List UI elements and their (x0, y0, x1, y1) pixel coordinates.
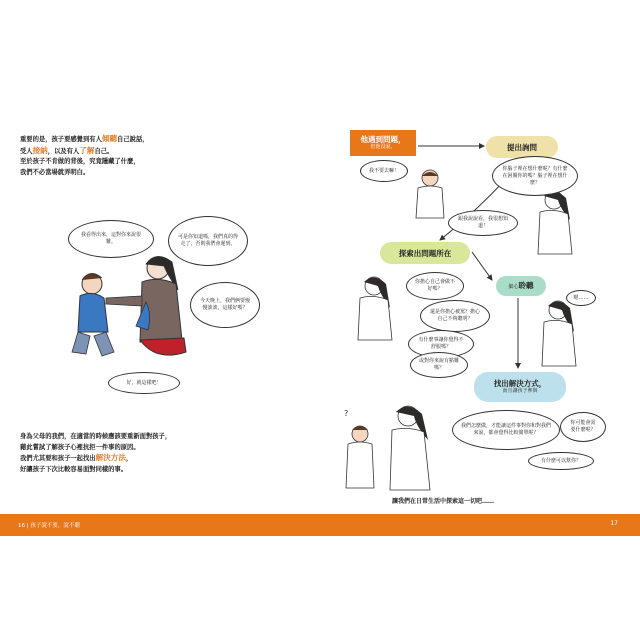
child-figure-1 (410, 166, 450, 220)
text-segment: 身為父母的我們，在適當的時候應該要重新面對孩子， (20, 433, 172, 440)
left-paragraph-2 (20, 432, 250, 475)
para2-line (20, 453, 250, 465)
rp-bubble-3: 跟我說說看，我很想知道！ (448, 210, 518, 236)
text-segment: 藉此嘗試了解孩子心裡抗拒一件事的原因。 (20, 443, 140, 451)
para2-line (20, 432, 250, 443)
speech-bubble-mom-1: 我看得出來，這對你來說很難。 (68, 220, 154, 258)
para1-line (20, 157, 210, 168)
find-box-title: 探索出問題所在 (398, 248, 452, 258)
highlight-word: 接納 (32, 145, 48, 155)
mother-figure-2 (536, 296, 580, 368)
child-figure-2 (352, 272, 396, 342)
rp-bubble-7: 或對你來說有點難嗎？ (410, 352, 468, 378)
rp-bubble-9: 我們怎麼做，才能讓這件事對你和對我們來說，都會覺得比較簡單呢？ (452, 410, 560, 450)
left-paragraph-1 (20, 134, 210, 178)
rp-bubble-10: 你可能會需要什麼呢？ (560, 412, 606, 442)
problem-box-title: 他遇到問題， (360, 135, 406, 144)
listen-box-word: 細心 (508, 283, 519, 290)
rp-bubble-5: 還是你擔心被罵？擔心自己不夠聰明？ (420, 300, 490, 332)
text-segment: 好讓孩子下次比較容易面對同樣的事。 (20, 465, 128, 473)
rp-bubble-8: 嗯…… (566, 290, 596, 306)
text-segment: ，以及有人 (47, 147, 80, 155)
text-segment: 自己說話， (117, 136, 149, 143)
footer-left-page-label: 16 | 孩子說不要，說不聽 (18, 523, 80, 529)
solve-box-title: 找出解決方式， (493, 379, 547, 388)
footer-bar (0, 514, 640, 536)
speech-bubble-mom-3: 今天晚上，我們俩要慢慢談談，這樣好嗎？ (190, 282, 260, 328)
footer-page-number: 17 (610, 520, 618, 527)
highlight-word: 了解 (79, 145, 95, 155)
ask-box-title: 提出詢問 (507, 142, 537, 152)
highlight-word: 傾聽 (101, 134, 118, 143)
solve-box-sub: 而且讓孩子參與 (502, 388, 538, 394)
para1-line (20, 134, 210, 146)
speech-bubble-child-reply: 好，就這樣吧！ (108, 372, 180, 394)
para1-line (20, 146, 210, 158)
text-segment: 受人 (20, 147, 33, 155)
text-segment: 自己。 (94, 147, 114, 155)
rp-bubble-2: 你腦子裡在想什麼呢？有什麼在困擾你的嗎？腦子裡在想什麼？ (492, 156, 578, 196)
para2-line (20, 443, 250, 454)
rp-bubble-1: 我不要去嘛！ (360, 160, 408, 182)
speech-bubble-mom-2: 可是你知道嗎，我們真的得走了，否則我們會遲到。 (168, 216, 248, 266)
text-segment: 我們尤其要和孩子一起找出 (20, 455, 96, 463)
para1-line (20, 168, 210, 179)
listen-box-word-hl: 聆聽 (518, 280, 534, 290)
text-segment: 至於孩子不肯做的背後，究竟隱藏了什麼， (20, 158, 140, 166)
text-segment: ， (125, 455, 133, 463)
closing-line: 讓我們在日常生活中探索這一切吧…… (392, 498, 495, 505)
parent-child-figure-3 (338, 400, 448, 492)
text-segment: 我們不必當場就弄明白。 (20, 168, 90, 176)
rp-bubble-6: 有什麼事讓你覺得不舒服嗎？ (408, 330, 474, 358)
text-segment: 重要的是，孩子要感覺到有人 (20, 136, 102, 143)
para2-line (20, 465, 250, 476)
rp-bubble-4: 你擔心自己會做不好嗎？ (406, 272, 464, 300)
mother-figure-1 (530, 186, 580, 256)
rp-bubble-11: 有什麼可以幫你？ (528, 452, 594, 470)
problem-box-sub: 但他沒說。 (370, 144, 396, 150)
svg-text:?: ? (344, 409, 349, 418)
highlight-word: 解決方法 (95, 453, 126, 463)
